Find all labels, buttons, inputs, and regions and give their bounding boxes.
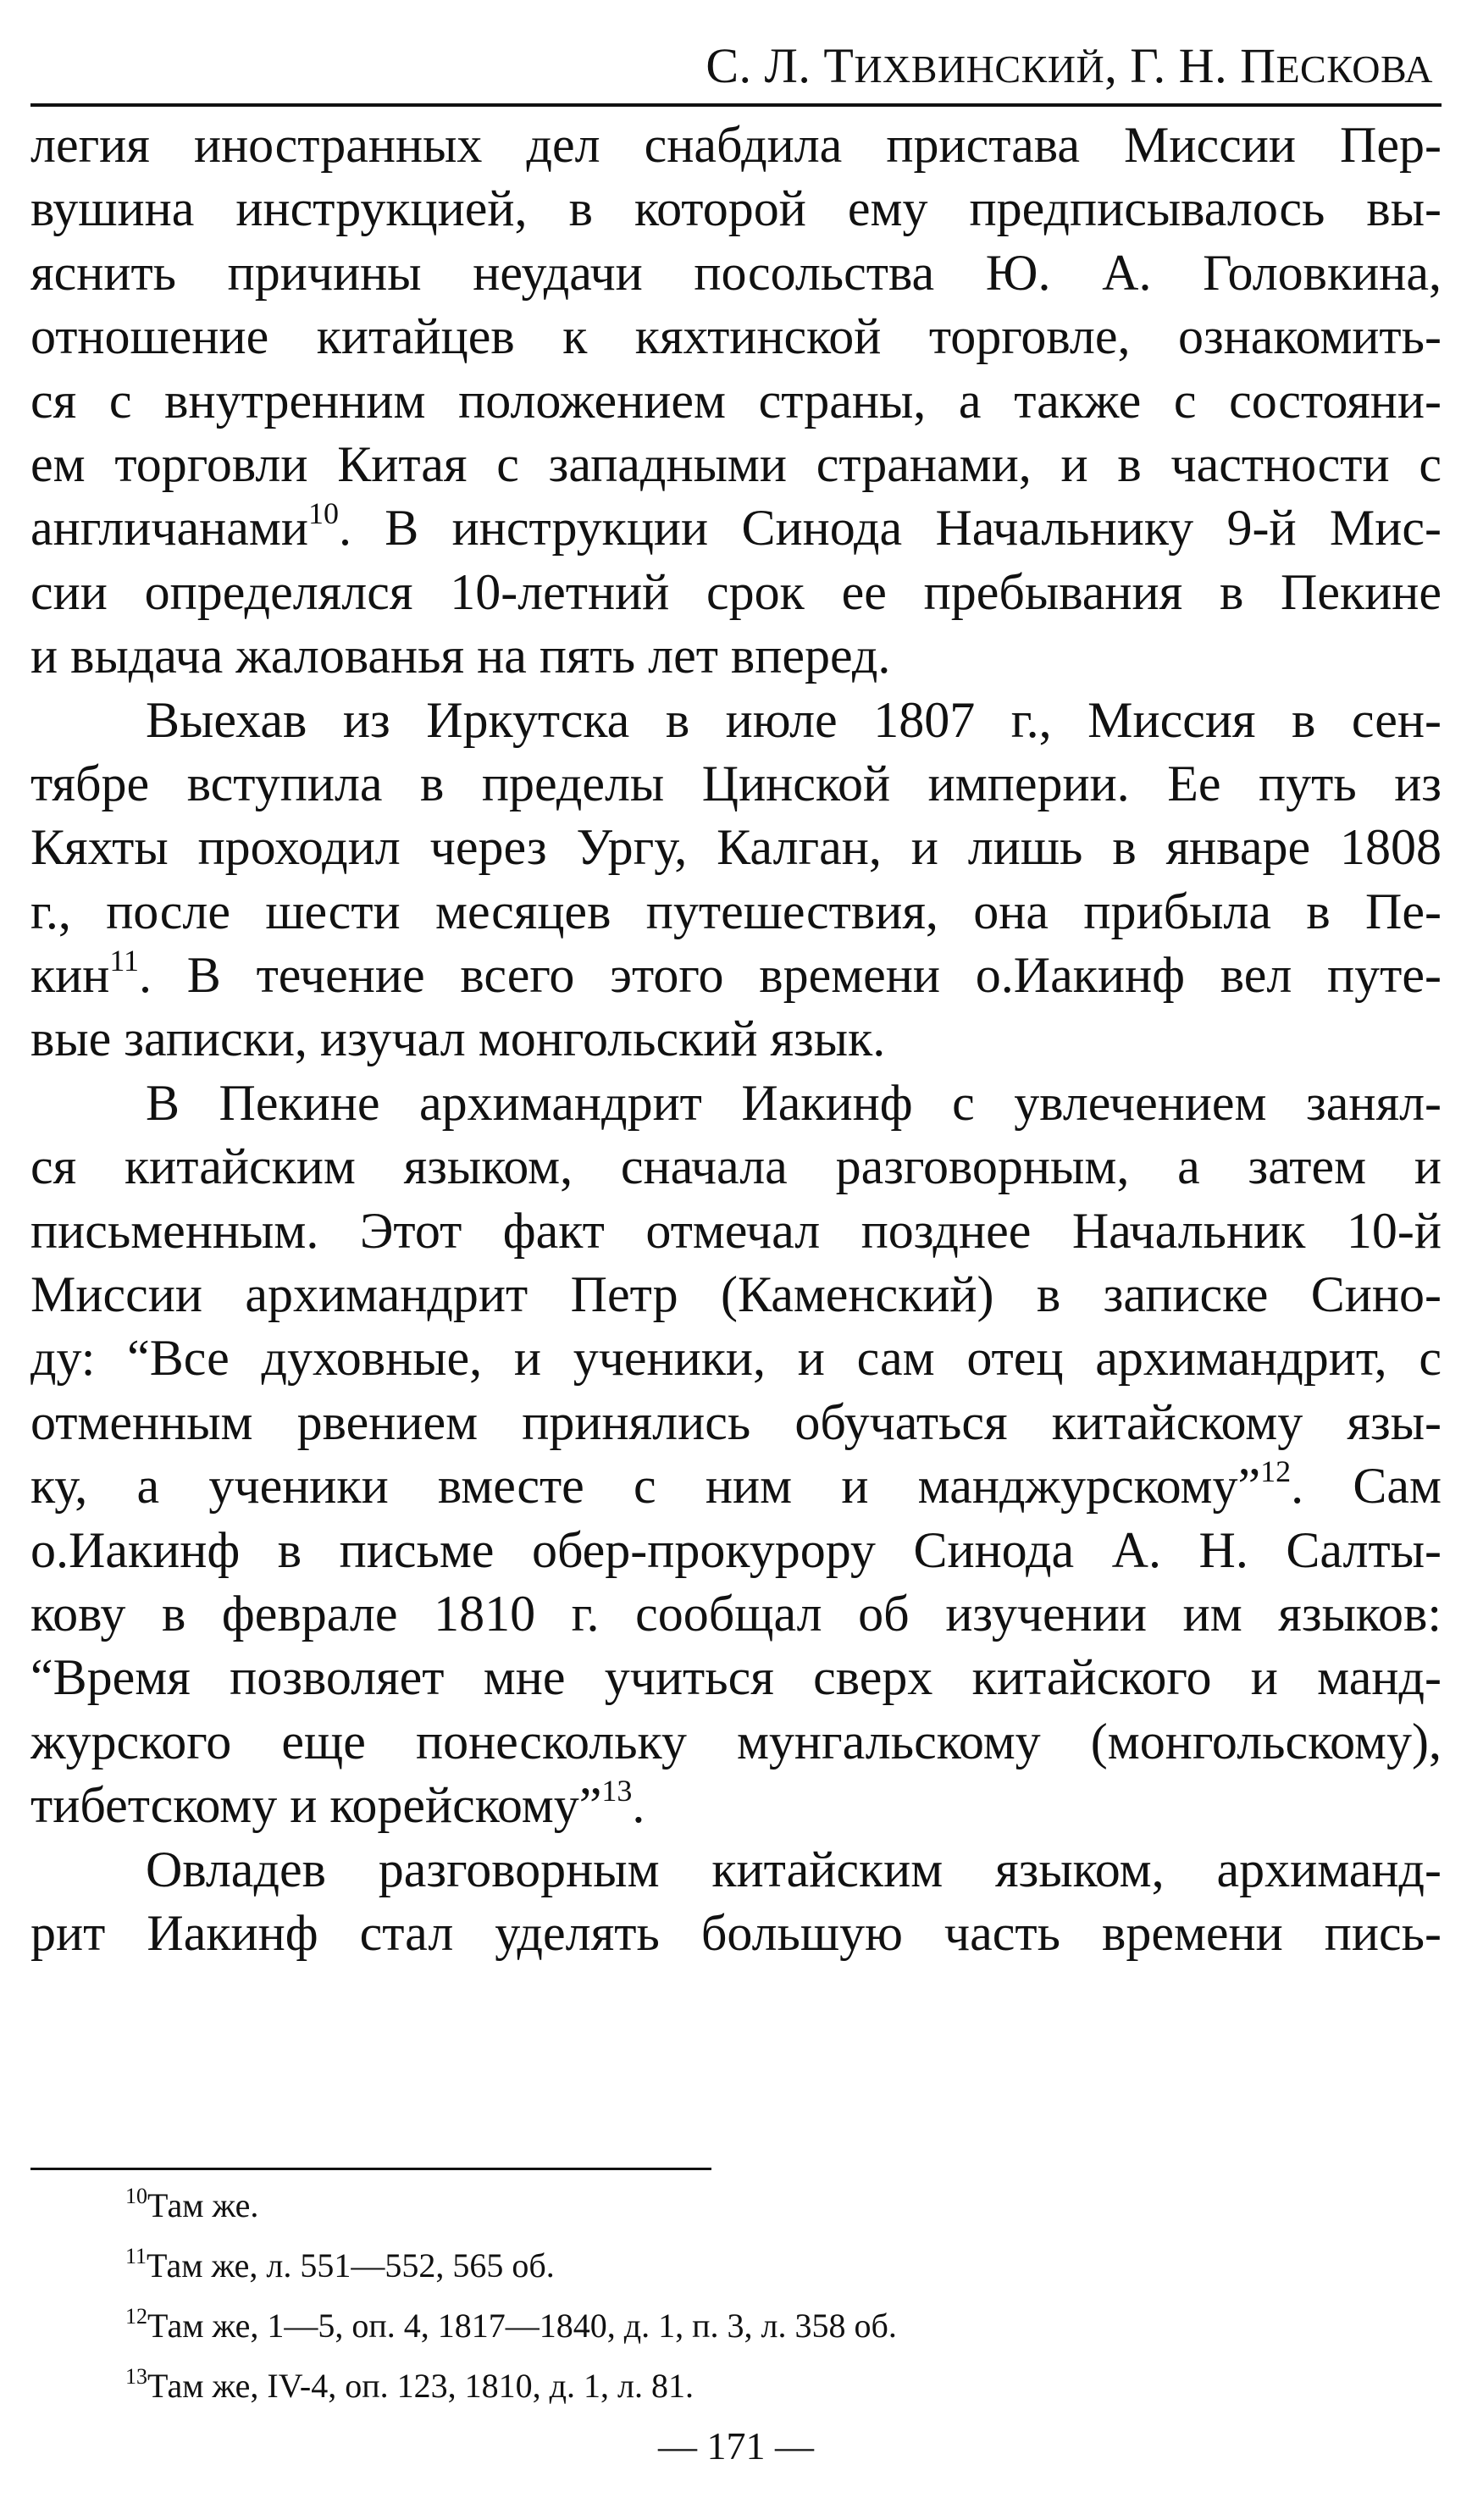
footnote-ref[interactable]: 11 xyxy=(109,944,140,978)
text-line xyxy=(30,944,1442,1007)
footnote xyxy=(125,2235,897,2296)
line-text: “Время позволяет мне учиться сверх китайского и манд- xyxy=(30,1649,1442,1706)
line-text: ку, а ученики вместе с ним и манджурскому” xyxy=(30,1458,1261,1515)
text-line xyxy=(30,1199,1442,1263)
line-text: тибетскому и корейскому” xyxy=(30,1777,602,1834)
line-text: яснить причины неудачи посольства Ю. А. Головкина, xyxy=(30,244,1442,301)
line-text: Выехав из Иркутска в июле 1807 г., Миссия в сен- xyxy=(146,691,1442,748)
header-text: ЕСКОВА xyxy=(1276,47,1433,91)
line-text: ем торговли Китая с западными странами, и в частности с xyxy=(30,435,1442,492)
text-line xyxy=(30,1263,1442,1326)
text-line xyxy=(30,1454,1442,1518)
line-text: о.Иакинф в письме обер-прокурору Синода А. Н. Салты- xyxy=(30,1521,1442,1578)
footnote-number: 12 xyxy=(125,2303,147,2329)
footnote-rule xyxy=(30,2168,711,2170)
text-line xyxy=(30,1326,1442,1390)
text-line xyxy=(30,1582,1442,1646)
text-line xyxy=(30,624,1442,688)
line-text: англичанами xyxy=(30,500,308,557)
text-line xyxy=(30,816,1442,879)
line-text: журского еще понескольку мунгальскому (монгольскому), xyxy=(30,1713,1442,1770)
text-line xyxy=(30,1838,1442,1902)
text-line xyxy=(30,1007,1442,1071)
text-line xyxy=(30,1519,1442,1582)
footnote xyxy=(125,2356,897,2416)
text-line xyxy=(30,305,1442,368)
text-line xyxy=(30,1135,1442,1199)
footnote-text: Там же, IV-4, оп. 123, 1810, д. 1, л. 81. xyxy=(147,2367,694,2405)
line-text: вушина инструкцией, в которой ему предписывалось вы- xyxy=(30,180,1442,237)
footnote-number: 10 xyxy=(125,2183,147,2208)
line-text: г., после шести месяцев путешествия, она прибыла в Пе- xyxy=(30,883,1442,939)
line-text: рит Иакинф стал уделять большую часть времени пись- xyxy=(30,1904,1442,1961)
line-text: письменным. Этот факт отмечал позднее Начальник 10-й xyxy=(30,1202,1442,1259)
footnote-text: Там же, л. 551—552, 565 об. xyxy=(147,2246,555,2285)
text-line xyxy=(30,177,1442,241)
text-line xyxy=(30,433,1442,496)
line-text: ду: “Все духовные, и ученики, и сам отец архимандрит, с xyxy=(30,1330,1442,1387)
text-line xyxy=(30,369,1442,433)
line-text: Овладев разговорным китайским языком, архиманд- xyxy=(146,1841,1442,1897)
line-text: ся китайским языком, сначала разговорным, а затем и xyxy=(30,1138,1442,1195)
line-text: . xyxy=(632,1777,645,1834)
line-text: тябре вступила в пределы Цинской империи. Ее путь из xyxy=(30,755,1442,811)
line-text: ся с внутренним положением страны, а также с состояни- xyxy=(30,372,1442,429)
footnote-text: Там же. xyxy=(147,2186,259,2224)
line-text: В Пекине архимандрит Иакинф с увлечением занял- xyxy=(146,1074,1442,1131)
line-text: отменным рвением принялись обучаться китайскому язы- xyxy=(30,1393,1442,1450)
line-text: сии определялся 10-летний срок ее пребывания в Пекине xyxy=(30,563,1442,620)
text-line xyxy=(30,1902,1442,1965)
footnote-text: Там же, 1—5, оп. 4, 1817—1840, д. 1, п. 3, л. 358 об. xyxy=(147,2307,897,2345)
line-text: кин xyxy=(30,947,110,1004)
body-text xyxy=(30,114,1442,1965)
text-line xyxy=(30,752,1442,816)
text-line xyxy=(30,1774,1442,1837)
footnote xyxy=(125,2296,897,2356)
text-line xyxy=(30,496,1442,560)
line-text: . В течение всего этого времени о.Иакинф вел путе- xyxy=(139,947,1442,1004)
text-line xyxy=(30,689,1442,752)
header-text: С. Л. Т xyxy=(706,38,855,93)
footnote xyxy=(125,2175,897,2235)
text-line xyxy=(30,1646,1442,1709)
header-text: , Г. Н. П xyxy=(1104,38,1276,93)
text-line xyxy=(30,241,1442,305)
footnote-ref[interactable]: 12 xyxy=(1260,1454,1292,1489)
footnote-ref[interactable]: 10 xyxy=(307,496,339,531)
footnote-number: 13 xyxy=(125,2363,147,2389)
line-text: кову в феврале 1810 г. сообщал об изучении им языков: xyxy=(30,1585,1442,1642)
line-text: и выдача жалованья на пять лет вперед. xyxy=(30,628,891,684)
text-line xyxy=(30,561,1442,624)
footnote-number: 11 xyxy=(125,2243,147,2268)
text-line xyxy=(30,880,1442,944)
running-header xyxy=(706,36,1433,100)
line-text: легия иностранных дел снабдила пристава Миссии Пер- xyxy=(30,117,1442,173)
line-text: Миссии архимандрит Петр (Каменский) в записке Сино- xyxy=(30,1266,1442,1323)
line-text: отношение китайцев к кяхтинской торговле, ознакомить- xyxy=(30,308,1442,365)
text-line xyxy=(30,1710,1442,1774)
text-line xyxy=(30,1072,1442,1135)
footnotes xyxy=(125,2175,897,2416)
footnote-ref[interactable]: 13 xyxy=(601,1774,633,1808)
header-rule xyxy=(30,103,1442,107)
line-text: . В инструкции Синода Начальнику 9-й Мис- xyxy=(338,500,1442,557)
line-text: . Сам xyxy=(1291,1458,1442,1515)
line-text: вые записки, изучал монгольский язык. xyxy=(30,1011,886,1067)
header-text: ИХВИНСКИЙ xyxy=(854,47,1105,91)
line-text: Кяхты проходил через Ургу, Калган, и лишь в январе 1808 xyxy=(30,819,1442,876)
text-line xyxy=(30,1391,1442,1454)
page-number: — 171 — xyxy=(658,2424,814,2467)
text-line xyxy=(30,114,1442,177)
